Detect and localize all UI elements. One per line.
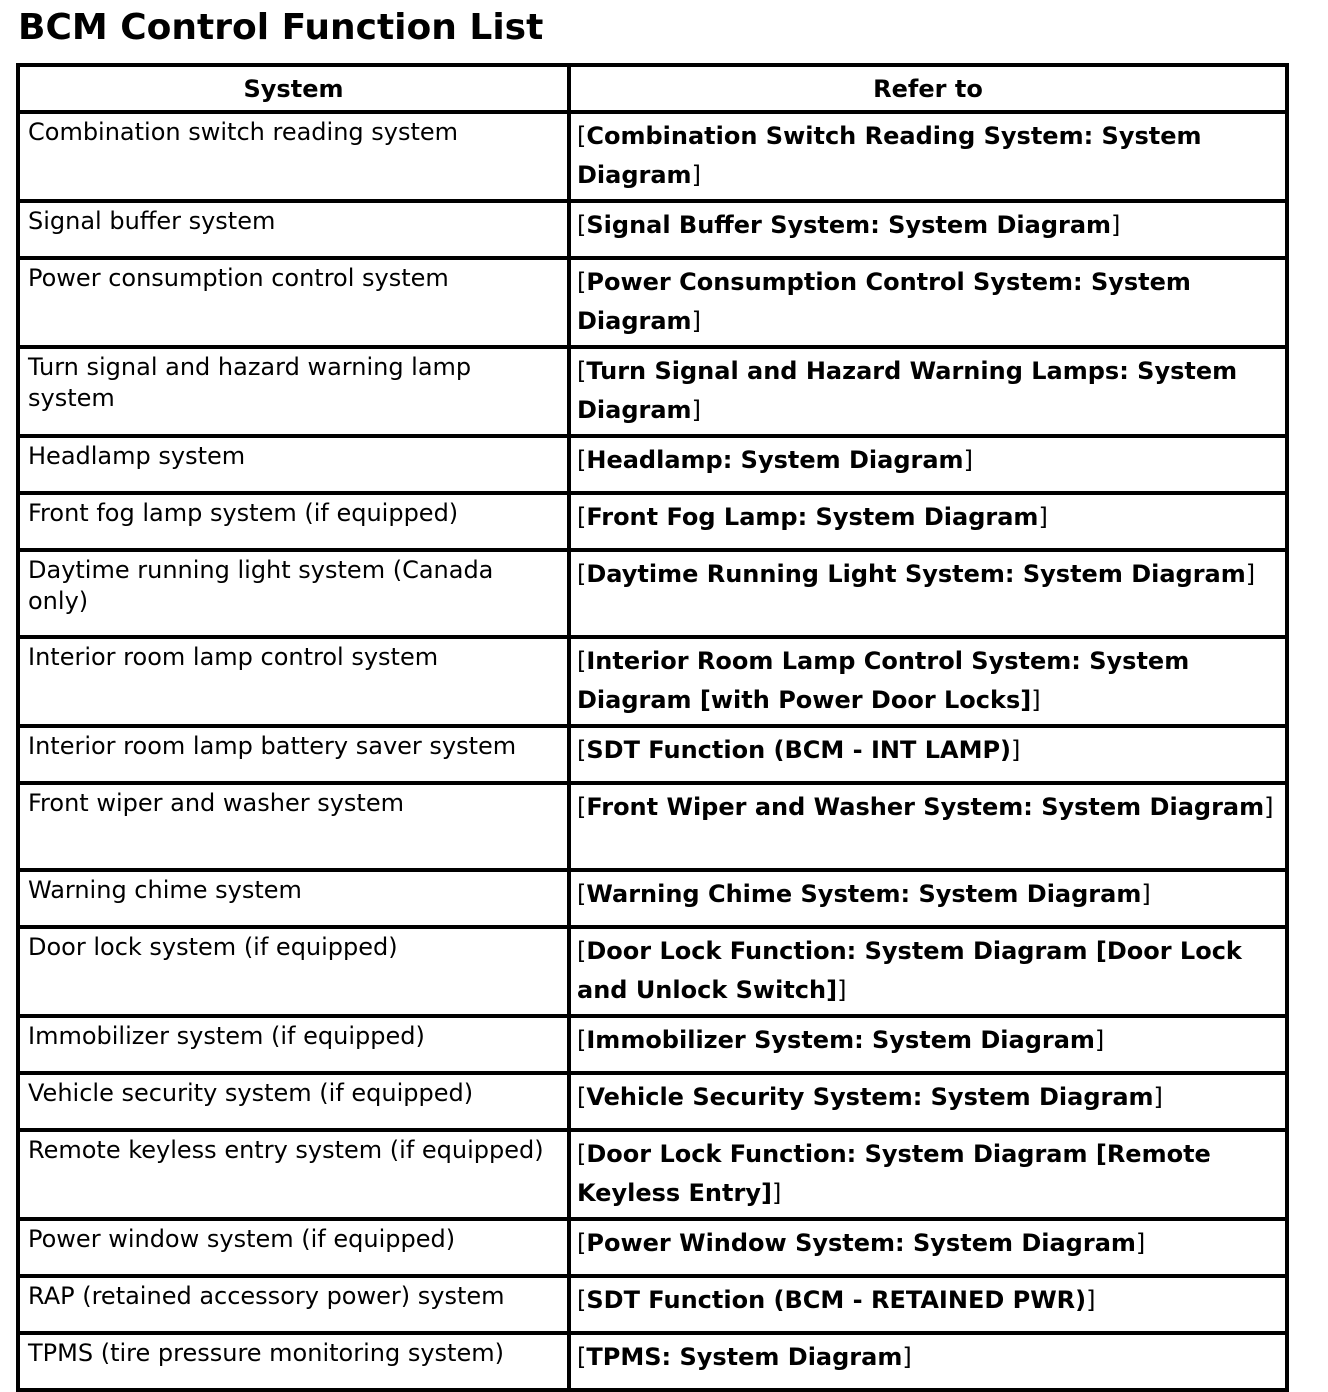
reference-link[interactable]: Door Lock Function: System Diagram [Door Lock and Unlock Switch]	[577, 937, 1242, 1004]
refer-cell: [Headlamp: System Diagram]	[569, 436, 1287, 493]
refer-cell: [Daytime Running Light System: System Diagram]	[569, 550, 1287, 637]
page-title: BCM Control Function List	[18, 7, 544, 48]
system-cell: Combination switch reading system	[18, 112, 569, 201]
reference-link[interactable]: Vehicle Security System: System Diagram	[586, 1083, 1154, 1111]
refer-cell: [Door Lock Function: System Diagram [Door Lock and Unlock Switch]]	[569, 927, 1287, 1016]
table-row	[18, 112, 1287, 201]
reference-link[interactable]: Interior Room Lamp Control System: System Diagram [with Power Door Locks]	[577, 647, 1190, 714]
table-row	[18, 347, 1287, 436]
system-cell: RAP (retained accessory power) system	[18, 1276, 569, 1333]
table-row	[18, 436, 1287, 493]
table-row	[18, 493, 1287, 550]
system-cell: Headlamp system	[18, 436, 569, 493]
refer-cell: [Turn Signal and Hazard Warning Lamps: System Diagram]	[569, 347, 1287, 436]
table-row	[18, 550, 1287, 637]
system-cell: Interior room lamp battery saver system	[18, 726, 569, 783]
refer-cell: [Vehicle Security System: System Diagram]	[569, 1073, 1287, 1130]
table-row	[18, 927, 1287, 1016]
table-row	[18, 201, 1287, 258]
reference-link[interactable]: Turn Signal and Hazard Warning Lamps: System Diagram	[577, 357, 1238, 424]
system-cell: Front fog lamp system (if equipped)	[18, 493, 569, 550]
refer-cell: [Warning Chime System: System Diagram]	[569, 870, 1287, 927]
reference-link[interactable]: Immobilizer System: System Diagram	[586, 1026, 1095, 1054]
refer-cell: [TPMS: System Diagram]	[569, 1333, 1287, 1390]
refer-cell: [Front Fog Lamp: System Diagram]	[569, 493, 1287, 550]
system-cell: TPMS (tire pressure monitoring system)	[18, 1333, 569, 1390]
system-cell: Warning chime system	[18, 870, 569, 927]
table-row	[18, 783, 1287, 870]
reference-link[interactable]: Warning Chime System: System Diagram	[586, 880, 1142, 908]
table-row	[18, 1073, 1287, 1130]
refer-cell: [Power Consumption Control System: System Diagram]	[569, 258, 1287, 347]
column-header-refer-to: Refer to	[569, 65, 1287, 112]
refer-cell: [Combination Switch Reading System: System Diagram]	[569, 112, 1287, 201]
system-cell: Power consumption control system	[18, 258, 569, 347]
table-row	[18, 1333, 1287, 1390]
refer-cell: [Power Window System: System Diagram]	[569, 1219, 1287, 1276]
reference-link[interactable]: SDT Function (BCM - RETAINED PWR)	[586, 1286, 1087, 1314]
table-row	[18, 1276, 1287, 1333]
system-cell: Interior room lamp control system	[18, 637, 569, 726]
table-row	[18, 726, 1287, 783]
reference-link[interactable]: Combination Switch Reading System: System Diagram	[577, 122, 1202, 189]
system-cell: Remote keyless entry system (if equipped)	[18, 1130, 569, 1219]
system-cell: Vehicle security system (if equipped)	[18, 1073, 569, 1130]
reference-link[interactable]: TPMS: System Diagram	[586, 1343, 903, 1371]
reference-link[interactable]: Power Consumption Control System: System Diagram	[577, 268, 1191, 335]
reference-link[interactable]: Power Window System: System Diagram	[586, 1229, 1136, 1257]
table-row	[18, 258, 1287, 347]
system-cell: Daytime running light system (Canada only)	[18, 550, 569, 637]
reference-link[interactable]: SDT Function (BCM - INT LAMP)	[586, 736, 1012, 764]
reference-link[interactable]: Daytime Running Light System: System Diagram	[586, 560, 1246, 588]
refer-cell: [SDT Function (BCM - INT LAMP)]	[569, 726, 1287, 783]
system-cell: Signal buffer system	[18, 201, 569, 258]
table-row	[18, 1130, 1287, 1219]
refer-cell: [Front Wiper and Washer System: System Diagram]	[569, 783, 1287, 870]
system-cell: Immobilizer system (if equipped)	[18, 1016, 569, 1073]
system-cell: Front wiper and washer system	[18, 783, 569, 870]
reference-link[interactable]: Signal Buffer System: System Diagram	[586, 211, 1112, 239]
refer-cell: [Interior Room Lamp Control System: System Diagram [with Power Door Locks]]	[569, 637, 1287, 726]
function-table	[16, 63, 1289, 1392]
reference-link[interactable]: Front Fog Lamp: System Diagram	[586, 503, 1039, 531]
table-header-row	[18, 65, 1287, 112]
reference-link[interactable]: Door Lock Function: System Diagram [Remote Keyless Entry]	[577, 1140, 1211, 1207]
refer-cell: [Immobilizer System: System Diagram]	[569, 1016, 1287, 1073]
column-header-system: System	[18, 65, 569, 112]
refer-cell: [Signal Buffer System: System Diagram]	[569, 201, 1287, 258]
refer-cell: [Door Lock Function: System Diagram [Remote Keyless Entry]]	[569, 1130, 1287, 1219]
table-row	[18, 1219, 1287, 1276]
table-row	[18, 1016, 1287, 1073]
system-cell: Turn signal and hazard warning lamp system	[18, 347, 569, 436]
table-row	[18, 870, 1287, 927]
table-row	[18, 637, 1287, 726]
system-cell: Door lock system (if equipped)	[18, 927, 569, 1016]
reference-link[interactable]: Front Wiper and Washer System: System Diagram	[586, 793, 1265, 821]
system-cell: Power window system (if equipped)	[18, 1219, 569, 1276]
reference-link[interactable]: Headlamp: System Diagram	[586, 446, 964, 474]
refer-cell: [SDT Function (BCM - RETAINED PWR)]	[569, 1276, 1287, 1333]
